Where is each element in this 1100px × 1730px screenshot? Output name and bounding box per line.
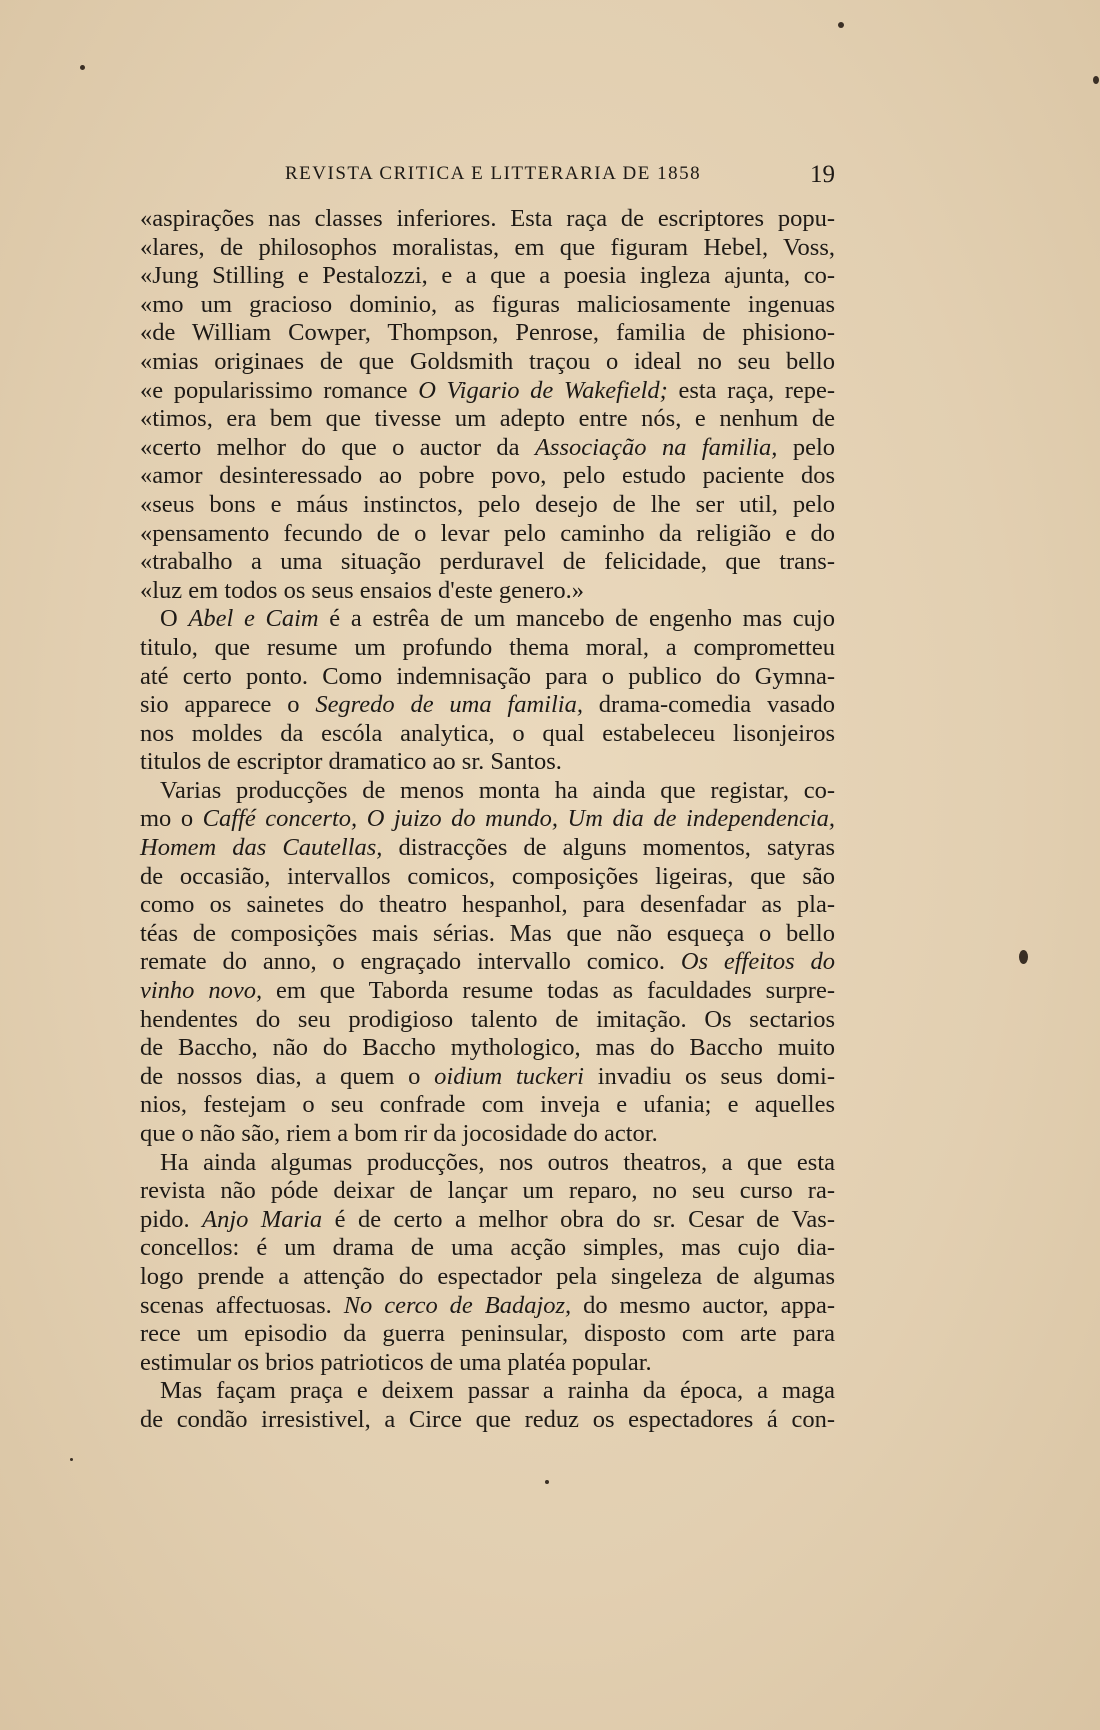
text-line: logo prende a attenção do espectador pela singeleza de algumas <box>140 1262 835 1290</box>
ink-speck <box>838 22 844 28</box>
text-line: téas de composições mais sérias. Mas que não esqueça o bello <box>140 919 835 947</box>
text-line: O Abel e Caim é a estrêa de um mancebo de engenho mas cujo <box>160 605 835 633</box>
ink-speck <box>1019 950 1028 964</box>
italic-title: Homem das Cautellas, <box>140 834 383 862</box>
italic-term: oidium tuckeri <box>434 1062 584 1090</box>
text-line: «certo melhor do que o auctor da Associação na familia, pelo <box>140 433 836 461</box>
text-line: revista não póde deixar de lançar um reparo, no seu curso ra- <box>140 1177 835 1205</box>
text-line: «pensamento fecundo de o levar pelo caminho da religião e do <box>140 519 835 547</box>
italic-title: Caffé concerto, O juizo do mundo, Um dia de independencia, <box>202 805 836 833</box>
text-line: «trabalho a uma situação perduravel de felicidade, que trans- <box>140 548 835 576</box>
text-line: «amor desinteressado ao pobre povo, pelo estudo paciente dos <box>140 462 835 490</box>
page-header <box>285 163 835 195</box>
text-line: scenas affectuosas. No cerco de Badajoz, do mesmo auctor, appa- <box>140 1291 835 1319</box>
text-line: titulo, que resume um profundo thema moral, a comprometteu <box>140 633 835 661</box>
text-line: «e popularissimo romance O Vigario de Wakefield; esta raça, repe- <box>140 376 836 404</box>
text-line: que o não são, riem a bom rir da jocosidade do actor. <box>140 1120 658 1147</box>
body-text <box>140 205 835 1435</box>
text-line: de occasião, intervallos comicos, composições ligeiras, que são <box>140 862 835 890</box>
italic-title: Segredo de uma familia, <box>315 691 583 719</box>
text-line: «lares, de philosophos moralistas, em que figuram Hebel, Voss, <box>140 233 835 261</box>
text-line: remate do anno, o engraçado intervallo comico. Os effeitos do <box>140 948 835 976</box>
italic-title: Associação na familia, <box>534 433 778 461</box>
text-line: Homem das Cautellas, distracções de alguns momentos, satyras <box>140 834 835 862</box>
text-line: «timos, era bem que tivesse um adepto entre nós, e nenhum de <box>140 405 835 433</box>
text-line: rece um episodio da guerra peninsular, disposto com arte para <box>140 1320 835 1348</box>
text-line: titulos de escriptor dramatico ao sr. Santos. <box>140 748 562 776</box>
italic-title: Anjo Maria <box>202 1205 323 1233</box>
ink-speck <box>1093 76 1099 84</box>
italic-title: No cerco de Badajoz, <box>343 1291 572 1319</box>
text-line: de nossos dias, a quem o oidium tuckeri invadiu os seus domi- <box>140 1062 836 1090</box>
text-line: concellos: é um drama de uma acção simples, mas cujo dia- <box>140 1234 835 1262</box>
italic-title: vinho novo, <box>140 977 263 1005</box>
ink-speck <box>545 1480 549 1484</box>
text-line: Varias producções de menos monta ha ainda que registar, co- <box>160 776 835 804</box>
text-line: Mas façam praça e deixem passar a rainha da época, a maga <box>160 1377 835 1405</box>
text-line: hendentes do seu prodigioso talento de imitação. Os sectarios <box>140 1005 835 1033</box>
text-line: nios, festejam o seu confrade com inveja e ufania; e aquelles <box>140 1091 835 1119</box>
ink-speck <box>70 1458 73 1461</box>
italic-title: Abel e Caim <box>188 605 319 633</box>
text-line: sio apparece o Segredo de uma familia, drama-comedia vasado <box>140 691 835 719</box>
text-line: «de William Cowper, Thompson, Penrose, familia de phisiono- <box>140 319 835 347</box>
text-line: «aspirações nas classes inferiores. Esta raça de escriptores popu- <box>140 205 835 232</box>
text-line: Ha ainda algumas producções, nos outros theatros, a que esta <box>160 1148 835 1176</box>
italic-title: Os effeitos do <box>680 948 835 976</box>
text-line: de Baccho, não do Baccho mythologico, mas do Baccho muito <box>140 1034 835 1062</box>
ink-speck <box>80 65 85 70</box>
text-line: de condão irresistivel, a Circe que reduz os espectadores á con- <box>140 1405 835 1433</box>
text-line: «seus bons e máus instinctos, pelo desejo de lhe ser util, pelo <box>140 490 835 518</box>
text-line: vinho novo, em que Taborda resume todas as faculdades surpre- <box>140 977 835 1005</box>
text-line: «luz em todos os seus ensaios d'este genero.» <box>140 576 584 604</box>
page-number: 19 <box>810 161 835 188</box>
text-line: nos moldes da escóla analytica, o qual estabeleceu lisonjeiros <box>140 719 835 747</box>
running-title: REVISTA CRITICA E LITTERARIA DE 1858 <box>285 163 702 184</box>
text-line: «mias originaes de que Goldsmith traçou o ideal no seu bello <box>140 347 835 375</box>
text-line: mo o Caffé concerto, O juizo do mundo, Um dia de independencia, <box>140 805 836 833</box>
text-line: «mo um gracioso dominio, as figuras maliciosamente ingenuas <box>140 290 835 318</box>
text-line: como os sainetes do theatro hespanhol, para desenfadar as pla- <box>140 891 835 919</box>
italic-title: O Vigario de Wakefield; <box>418 376 668 404</box>
text-line: estimular os brios patrioticos de uma platéa popular. <box>140 1348 652 1376</box>
text-line: até certo ponto. Como indemnisação para o publico do Gymna- <box>140 662 835 690</box>
text-line: «Jung Stilling e Pestalozzi, e a que a poesia ingleza ajunta, co- <box>140 262 835 290</box>
text-line: pido. Anjo Maria é de certo a melhor obra do sr. Cesar de Vas- <box>140 1205 836 1233</box>
